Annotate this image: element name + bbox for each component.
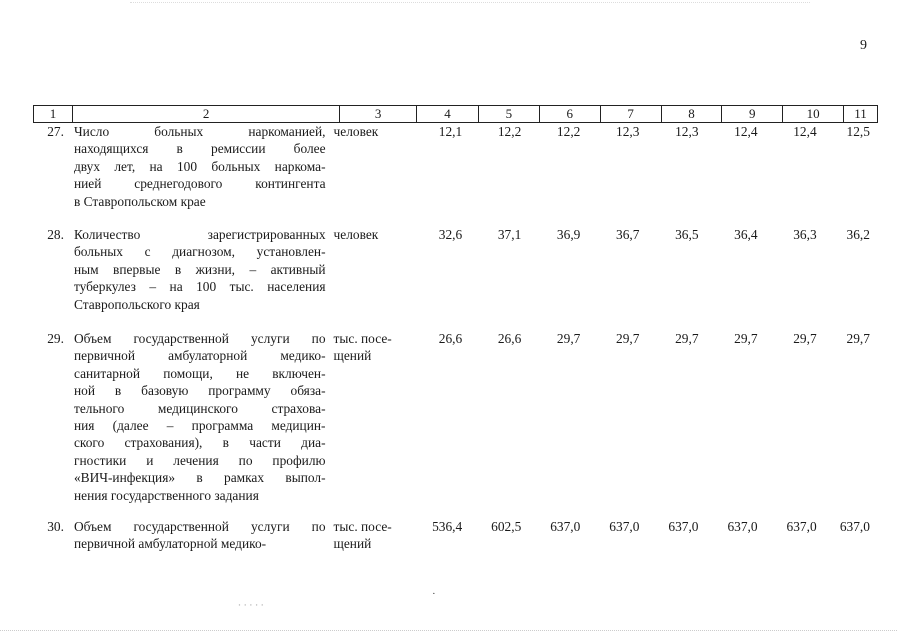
value-cell: 29,7 [734,331,758,346]
indicator-name [70,226,330,313]
header-cell: 8 [661,106,722,122]
value-cell: 637,0 [727,519,758,534]
value-cell: 36,9 [556,227,581,242]
value-cell: 12,4 [793,124,817,139]
header-cell: 9 [721,106,782,122]
value-cell: 637,0 [550,519,581,534]
unit-cell [330,330,405,504]
value-cell: 536,4 [432,519,463,534]
header-cell: 10 [782,106,843,122]
header-cell: 3 [339,106,416,122]
header-cell: 11 [843,106,877,122]
value-cell: 637,0 [609,519,640,534]
indicator-name-line: Количество зарегистрированных [73,227,326,242]
unit-line: человек [333,124,379,139]
value-cell: 29,7 [675,331,699,346]
indicator-name-line: Объем государственной услуги по [73,331,326,346]
value-cell: 36,5 [675,227,699,242]
row-number: 30. [47,519,64,534]
indicator-name-line: гностики и лечения по профилю [73,452,326,468]
unit-line: человек [333,227,379,242]
value-cell: 26,6 [497,331,522,346]
table-row [33,123,878,210]
indicator-name-line: двух лет, на 100 больных наркома- [73,158,326,174]
indicator-name-line: ского страхования), в части диа- [73,435,326,451]
value-cell: 36,4 [734,227,758,242]
value-cell: 26,6 [438,331,463,346]
indicator-name [70,330,330,504]
value-cell: 29,7 [846,331,870,346]
row-number: 28. [47,227,64,242]
value-cell: 37,1 [497,227,522,242]
table-row [33,226,878,313]
indicator-name-line: находящихся в ремиссии более [73,141,326,157]
unit-line: щений [333,536,372,552]
value-cell: 32,6 [438,227,463,242]
indicator-name-line: туберкулез – на 100 тыс. населения [73,279,326,295]
unit-line: тыс. посе- [333,331,392,346]
header-cell: 4 [416,106,478,122]
table-row [33,330,878,504]
unit-line: щений [333,348,372,364]
indicator-name-line: первичной амбулаторной медико- [73,536,267,552]
value-cell: 29,7 [616,331,640,346]
value-cell: 12,4 [734,124,758,139]
row-number: 27. [47,124,64,139]
indicator-name-line: в Ставропольском крае [73,193,206,209]
value-cell: 29,7 [793,331,817,346]
value-cell: 12,1 [438,124,463,139]
unit-line: тыс. посе- [333,519,392,534]
header-cell: 1 [49,106,57,121]
indicator-name-line: больных с диагнозом, установлен- [73,244,326,260]
scan-edge-top [130,2,810,3]
table-row [33,518,878,553]
value-cell: 637,0 [839,519,870,534]
value-cell: 637,0 [786,519,817,534]
scan-speck: · [432,588,436,600]
indicator-name-line: ным впервые в жизни, – активный [73,261,326,277]
indicator-name-line: нией среднегодового контингента [73,176,326,192]
table-header-row [33,105,878,123]
value-cell: 12,5 [846,124,870,139]
row-number: 29. [47,331,64,346]
scan-edge-bottom [0,630,897,631]
scan-smudge: ⸱ ⸱ ⸱ ⸱ ⸱ [238,600,264,612]
page-number: 9 [860,38,867,53]
header-cell: 6 [539,106,600,122]
value-cell: 36,3 [793,227,817,242]
value-cell: 12,2 [497,124,522,139]
indicator-name-line: «ВИЧ-инфекция» в рамках выпол- [73,470,326,486]
indicator-name [70,518,330,553]
unit-cell [330,518,405,553]
value-cell: 12,3 [616,124,640,139]
value-cell: 602,5 [491,519,522,534]
indicator-name-line: Ставропольского края [73,296,200,312]
header-cell: 5 [478,106,539,122]
indicator-name-line: тельного медицинского страхова- [73,400,326,416]
indicator-name-line: первичной амбулаторной медико- [73,348,326,364]
header-cell: 2 [72,106,339,122]
indicator-name-line: Число больных наркоманией, [73,124,326,139]
indicator-name [70,123,330,210]
indicator-name-line: санитарной помощи, не включен- [73,365,326,381]
indicator-name-line: ной в базовую программу обяза- [73,383,326,399]
unit-cell [330,226,405,313]
value-cell: 12,2 [556,124,581,139]
value-cell: 36,2 [846,227,870,242]
value-cell: 29,7 [556,331,581,346]
indicator-table [33,105,878,552]
indicator-name-line: нения государственного задания [73,487,259,503]
unit-cell [330,123,405,210]
header-cell: 7 [600,106,661,122]
value-cell: 637,0 [668,519,699,534]
value-cell: 12,3 [675,124,699,139]
indicator-name-line: ния (далее – программа медицин- [73,417,326,433]
value-cell: 36,7 [616,227,640,242]
indicator-name-line: Объем государственной услуги по [73,519,326,534]
